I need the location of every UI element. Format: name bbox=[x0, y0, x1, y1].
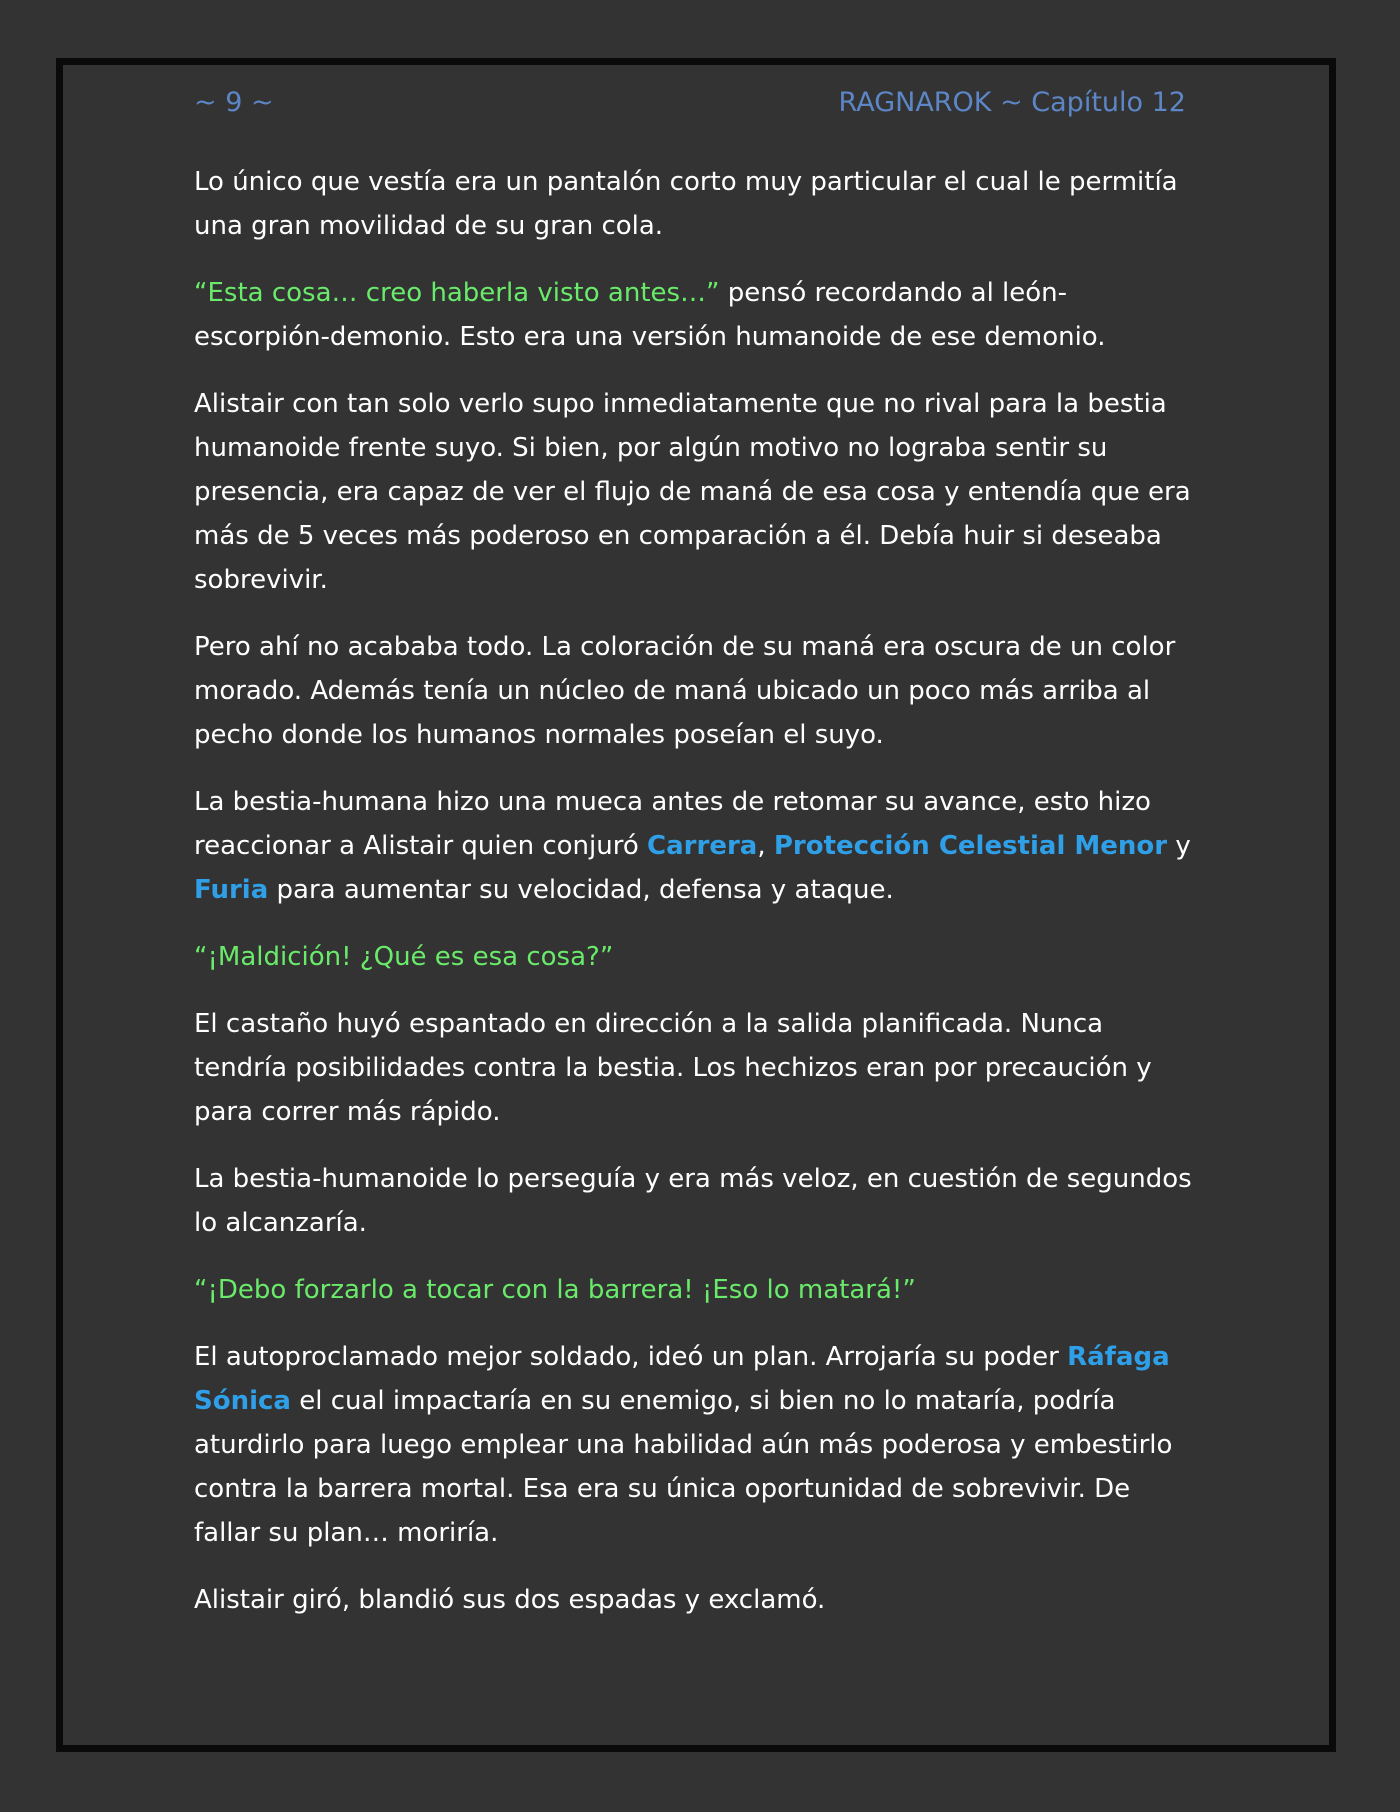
narration-text: y bbox=[1167, 831, 1191, 861]
spell-name: Furia bbox=[194, 875, 269, 905]
thought-text: “Esta cosa… creo haberla visto antes…” bbox=[194, 278, 720, 308]
paragraph-8: La bestia-humanoide lo perseguía y era más veloz, en cuestión de segundos lo alcanzaría. bbox=[194, 1164, 1192, 1238]
narration-text: , bbox=[757, 831, 774, 861]
page-header bbox=[194, 80, 1186, 124]
paragraph-3: Alistair con tan solo verlo supo inmediatamente que no rival para la bestia humanoide frente suyo. Si bien, por algún motivo no lograba sentir su presencia, era capaz de ver el flujo de maná de esa cosa y entendía que era más de 5 veces más poderoso en comparación a él. Debía huir si deseaba sobrevivir. bbox=[194, 389, 1191, 595]
spell-name: Protección Celestial Menor bbox=[773, 831, 1168, 861]
paragraph-6-thought: “¡Maldición! ¿Qué es esa cosa?” bbox=[194, 942, 614, 972]
paragraph-5 bbox=[194, 780, 1194, 912]
narration-text: El autoproclamado mejor soldado, ideó un plan. Arrojaría su poder bbox=[194, 1342, 1068, 1372]
narration-text: pensó recordando al león-escorpión-demonio. Esto era una versión humanoide de ese demonio. bbox=[194, 278, 1106, 352]
running-title: RAGNAROK ~ Capítulo 12 bbox=[838, 86, 1186, 118]
spell-name: Ráfaga Sónica bbox=[194, 1342, 1170, 1416]
spell-name: Carrera bbox=[647, 831, 758, 861]
narration-text: el cual impactaría en su enemigo, si bien no lo mataría, podría aturdirlo para luego emplear una habilidad aún más poderosa y embestirlo contra la barrera mortal. Esa era su única oportunidad de sobrevivir. De fallar su plan… moriría. bbox=[194, 1386, 1173, 1548]
chapter-text bbox=[194, 160, 1194, 1645]
paragraph-11: Alistair giró, blandió sus dos espadas y exclamó. bbox=[194, 1585, 826, 1615]
paragraph-9-thought: “¡Debo forzarlo a tocar con la barrera! ¡Eso lo matará!” bbox=[194, 1275, 916, 1305]
page-number: ~ 9 ~ bbox=[194, 86, 274, 118]
narration-text: La bestia-humana hizo una mueca antes de retomar su avance, esto hizo reaccionar a Alistair quien conjuró bbox=[194, 787, 1151, 861]
paragraph-2 bbox=[194, 271, 1194, 359]
paragraph-1: Lo único que vestía era un pantalón corto muy particular el cual le permitía una gran movilidad de su gran cola. bbox=[194, 167, 1178, 241]
paragraph-7: El castaño huyó espantado en dirección a la salida planificada. Nunca tendría posibilidades contra la bestia. Los hechizos eran por precaución y para correr más rápido. bbox=[194, 1009, 1152, 1127]
paragraph-10 bbox=[194, 1335, 1194, 1555]
narration-text: para aumentar su velocidad, defensa y ataque. bbox=[268, 875, 894, 905]
paragraph-4: Pero ahí no acababa todo. La coloración de su maná era oscura de un color morado. Además tenía un núcleo de maná ubicado un poco más arriba al pecho donde los humanos normales poseían el suyo. bbox=[194, 632, 1176, 750]
